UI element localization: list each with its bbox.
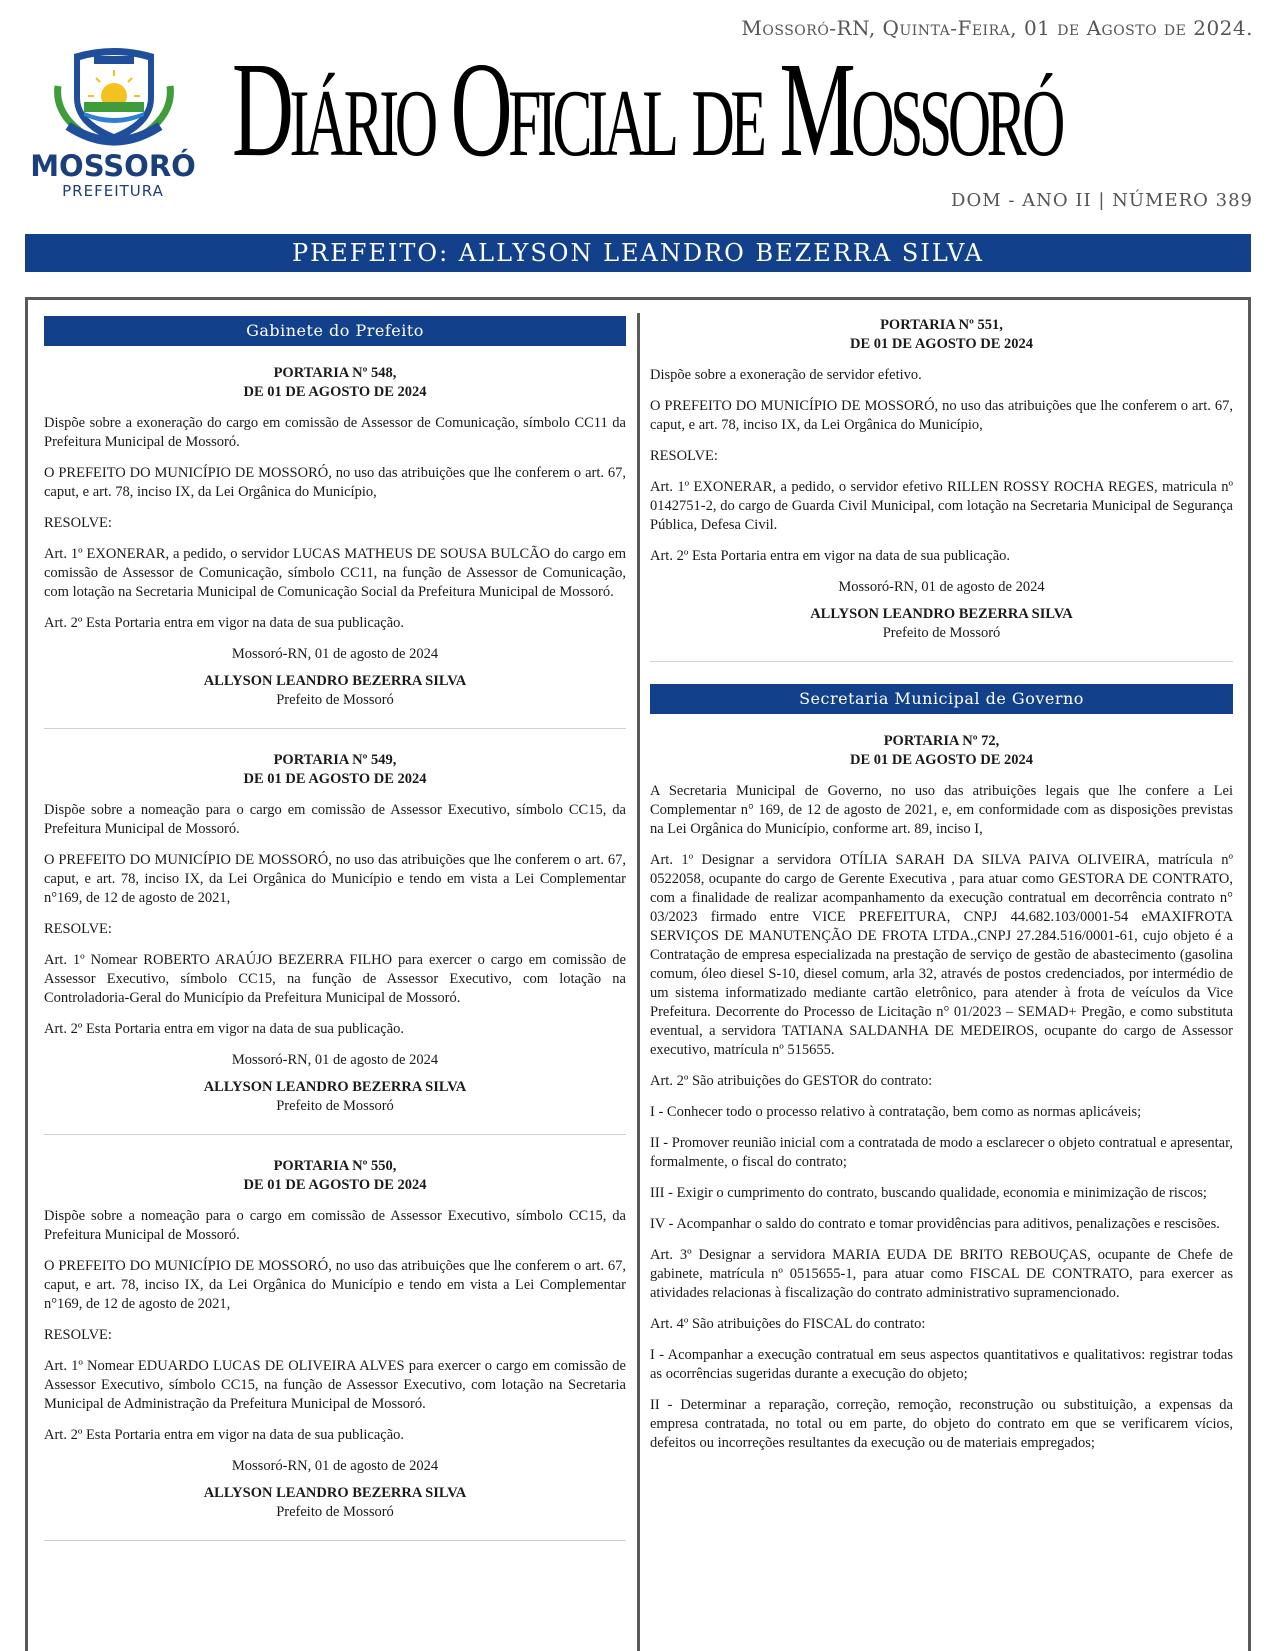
portaria-resolve: RESOLVE: xyxy=(650,448,718,464)
separator xyxy=(44,1540,626,1541)
logo-subtitle: PREFEITURA xyxy=(62,182,164,200)
portaria-550 xyxy=(44,1157,626,1522)
section-header-gabinete: Gabinete do Prefeito xyxy=(44,316,626,346)
gestor-item: I - Conhecer todo o processo relativo à contratação, bem como as normas aplicáveis; xyxy=(650,1104,1142,1120)
signature-role: Prefeito de Mossoró xyxy=(276,692,394,708)
portaria-548 xyxy=(44,364,626,710)
right-column xyxy=(650,300,1233,1465)
portaria-preamble: O PREFEITO DO MUNICÍPIO DE MOSSORÓ, no uso das atribuições que lhe conferem o art. 67, caput, e art. 78, inciso IX, da Lei Orgânica do Município, xyxy=(44,465,626,500)
portaria-title xyxy=(650,732,1233,770)
portaria-ementa: Dispõe sobre a nomeação para o cargo em comissão de Assessor Executivo, símbolo CC15, da Prefeitura Municipal de Mossoró. xyxy=(44,1208,626,1243)
portaria-art4: Art. 4º São atribuições do FISCAL do contrato: xyxy=(650,1316,926,1332)
separator xyxy=(44,728,626,729)
portaria-art1: Art. 1º EXONERAR, a pedido, o servidor LUCAS MATHEUS DE SOUSA BULCÃO do cargo em comissão de Assessor de Comunicação, símbolo CC11, na função de Assessor de Comunicação, com lotação na Secretaria Municipal de Comunicação Social da Prefeitura Municipal de Mossoró. xyxy=(44,546,626,600)
portaria-preamble: A Secretaria Municipal de Governo, no uso das atribuições legais que lhe confere a Lei Complementar n° 169, de 12 de agosto de 2021, e, em conformidade com as disposições previstas na Lei Orgânica do Município, conforme art. 89, inciso I, xyxy=(650,783,1233,837)
portaria-ementa: Dispõe sobre a nomeação para o cargo em comissão de Assessor Executivo, símbolo CC15, da Prefeitura Municipal de Mossoró. xyxy=(44,802,626,837)
portaria-ementa: Dispõe sobre a exoneração do cargo em comissão de Assessor de Comunicação, símbolo CC11 da Prefeitura Municipal de Mossoró. xyxy=(44,415,626,450)
portaria-art2: Art. 2º São atribuições do GESTOR do contrato: xyxy=(650,1073,933,1089)
portaria-resolve: RESOLVE: xyxy=(44,1327,112,1343)
portaria-art1: Art. 1º EXONERAR, a pedido, o servidor efetivo RILLEN ROSSY ROCHA REGES, matricula nº 0142751-2, do cargo de Guarda Civil Municipal, com lotação na Secretaria Municipal de Segurança Pública, Defesa Civil. xyxy=(650,479,1233,533)
gestor-item: II - Promover reunião inicial com a contratada de modo a esclarecer o objeto contratual e apresentar, formalmente, o fiscal do contrato; xyxy=(650,1135,1233,1170)
signature-name: ALLYSON LEANDRO BEZERRA SILVA xyxy=(810,606,1073,622)
signature-name: ALLYSON LEANDRO BEZERRA SILVA xyxy=(203,1485,467,1501)
portaria-72 xyxy=(650,732,1233,1453)
signature-name: ALLYSON LEANDRO BEZERRA SILVA xyxy=(203,1079,467,1095)
left-column xyxy=(44,300,626,1563)
fiscal-item: II - Determinar a reparação, correção, remoção, reconstrução ou substituição, a expensas da empresa contratada, no total ou em parte, do objeto do contrato em que se verificarem vícios, defeitos ou incorreções resultantes da execução ou de materiais empregados; xyxy=(650,1397,1233,1451)
prefeitura-logo xyxy=(24,46,204,206)
separator xyxy=(650,661,1233,662)
portaria-art1: Art. 1º Nomear EDUARDO LUCAS DE OLIVEIRA ALVES para exercer o cargo em comissão de Assessor Executivo, símbolo CC15, na função de Assessor Executivo, com lotação na Secretaria Municipal de Administração da Prefeitura Municipal de Mossoró. xyxy=(44,1358,626,1412)
signature-place-date: Mossoró-RN, 01 de agosto de 2024 xyxy=(231,646,439,662)
gestor-item: III - Exigir o cumprimento do contrato, buscando qualidade, economia e minimização de riscos; xyxy=(650,1185,1207,1201)
portaria-preamble: O PREFEITO DO MUNICÍPIO DE MOSSORÓ, no uso das atribuições que lhe conferem o art. 67, caput, e art. 78, inciso IX, da Lei Orgânica do Município e tendo em vista a Lei Complementar n°169, de 12 de agosto de 2021, xyxy=(44,1258,626,1312)
portaria-title xyxy=(44,751,626,789)
separator xyxy=(44,1134,626,1135)
coat-of-arms-icon xyxy=(50,46,178,146)
portaria-number: PORTARIA Nº 549, xyxy=(273,752,397,768)
signature-role: Prefeito de Mossoró xyxy=(276,1098,394,1114)
portaria-date: DE 01 DE AGOSTO DE 2024 xyxy=(243,1177,427,1193)
portaria-preamble: O PREFEITO DO MUNICÍPIO DE MOSSORÓ, no uso das atribuições que lhe conferem o art. 67, caput, e art. 78, inciso IX, da Lei Orgânica do Município e tendo em vista a Lei Complementar n°169, de 12 de agosto de 2021, xyxy=(44,852,626,906)
portaria-art3: Art. 3º Designar a servidora MARIA EUDA DE BRITO REBOUÇAS, ocupante de Chefe de gabinete, matrícula nº 0515655-1, para atuar como FISCAL DE CONTRATO, para exercer as atividades relacionas à fiscalização do contrato administrativo supramencionado. xyxy=(650,1247,1233,1301)
portaria-549 xyxy=(44,751,626,1116)
gestor-item: IV - Acompanhar o saldo do contrato e tomar providências para aditivos, penalizações e rescisões. xyxy=(650,1216,1220,1232)
column-divider xyxy=(637,313,640,1651)
portaria-number: PORTARIA Nº 72, xyxy=(883,733,1000,749)
portaria-art2: Art. 2º Esta Portaria entra em vigor na data de sua publicação. xyxy=(44,615,405,631)
portaria-ementa: Dispõe sobre a exoneração de servidor efetivo. xyxy=(650,367,922,383)
signature-place-date: Mossoró-RN, 01 de agosto de 2024 xyxy=(838,579,1045,595)
signature-role: Prefeito de Mossoró xyxy=(882,625,1001,641)
portaria-date: DE 01 DE AGOSTO DE 2024 xyxy=(243,771,427,787)
portaria-date: DE 01 DE AGOSTO DE 2024 xyxy=(849,752,1034,768)
portaria-art2: Art. 2º Esta Portaria entra em vigor na data de sua publicação. xyxy=(650,548,1011,564)
portaria-date: DE 01 DE AGOSTO DE 2024 xyxy=(849,336,1034,352)
portaria-resolve: RESOLVE: xyxy=(44,515,112,531)
signature-place-date: Mossoró-RN, 01 de agosto de 2024 xyxy=(231,1458,439,1474)
edition-number: DOM - ANO II | NÚMERO 389 xyxy=(951,190,1253,211)
portaria-551 xyxy=(650,316,1233,643)
newspaper-title: Diário Oficial de Mossoró xyxy=(232,35,1061,185)
portaria-art1: Art. 1º Nomear ROBERTO ARAÚJO BEZERRA FILHO para exercer o cargo em comissão de Assessor Executivo, símbolo CC15, na função de Assessor Executivo, com lotação na Controladoria-Geral do Município da Prefeitura Municipal de Mossoró. xyxy=(44,952,626,1006)
portaria-title xyxy=(44,364,626,402)
signature-role: Prefeito de Mossoró xyxy=(276,1504,394,1520)
section-header-governo: Secretaria Municipal de Governo xyxy=(650,684,1233,714)
portaria-number: PORTARIA Nº 551, xyxy=(880,317,1003,333)
portaria-title xyxy=(44,1157,626,1195)
signature-place-date: Mossoró-RN, 01 de agosto de 2024 xyxy=(231,1052,439,1068)
portaria-preamble: O PREFEITO DO MUNICÍPIO DE MOSSORÓ, no uso das atribuições que lhe conferem o art. 67, caput, e art. 78, inciso IX, da Lei Orgânica do Município, xyxy=(650,398,1233,433)
portaria-art1: Art. 1º Designar a servidora OTÍLIA SARAH DA SILVA PAIVA OLIVEIRA, matrícula nº 0522058, ocupante do cargo de Gerente Executiva , para atuar como GESTORA DE CONTRATO, com a finalidade de realizar acompanhamento da execução contratual em decorrência contrato n° 03/2023 firmado entre VICE PREFEITURA, CNPJ 44.682.103/0001-54 eMAXIFROTA SERVIÇOS DE MANUTENÇÃO DE FROTA LTDA.,CNPJ 27.284.516/0001-61, cujo objeto é a Contratação de empresa especializada na prestação de serviço de gestão de abastecimento (gasolina comum, óleo diesel S-10, diesel comum, arla 32, através de postos credenciados, por intermédio de um sistema informatizado mediante cartão eletrônico, para atender à frota de veículos da Vice Prefeitura. Decorrente do Processo de Licitação n° 01/2023 – SEMAD+ Pregão, e como substituta eventual, a servidora TATIANA SALDANHA DE MEDEIROS, ocupante do cargo de Assessor executivo, matrícula nº 515655. xyxy=(650,852,1233,1058)
signature-name: ALLYSON LEANDRO BEZERRA SILVA xyxy=(203,673,467,689)
portaria-resolve: RESOLVE: xyxy=(44,921,112,937)
mayor-banner: PREFEITO: ALLYSON LEANDRO BEZERRA SILVA xyxy=(25,234,1251,272)
portaria-number: PORTARIA Nº 550, xyxy=(273,1158,397,1174)
portaria-number: PORTARIA Nº 548, xyxy=(273,365,397,381)
portaria-date: DE 01 DE AGOSTO DE 2024 xyxy=(243,384,427,400)
edition-dateline: Mossoró-RN, Quinta-Feira, 01 de Agosto de 2024. xyxy=(741,16,1253,40)
logo-wordmark: MOSSORÓ xyxy=(30,149,196,183)
portaria-title xyxy=(650,316,1233,354)
portaria-art2: Art. 2º Esta Portaria entra em vigor na data de sua publicação. xyxy=(44,1427,405,1443)
portaria-art2: Art. 2º Esta Portaria entra em vigor na data de sua publicação. xyxy=(44,1021,405,1037)
fiscal-item: I - Acompanhar a execução contratual em seus aspectos quantitativos e qualitativos: registrar todas as ocorrências sugeridas durante a execução do objeto; xyxy=(650,1347,1233,1382)
masthead xyxy=(0,0,1275,275)
